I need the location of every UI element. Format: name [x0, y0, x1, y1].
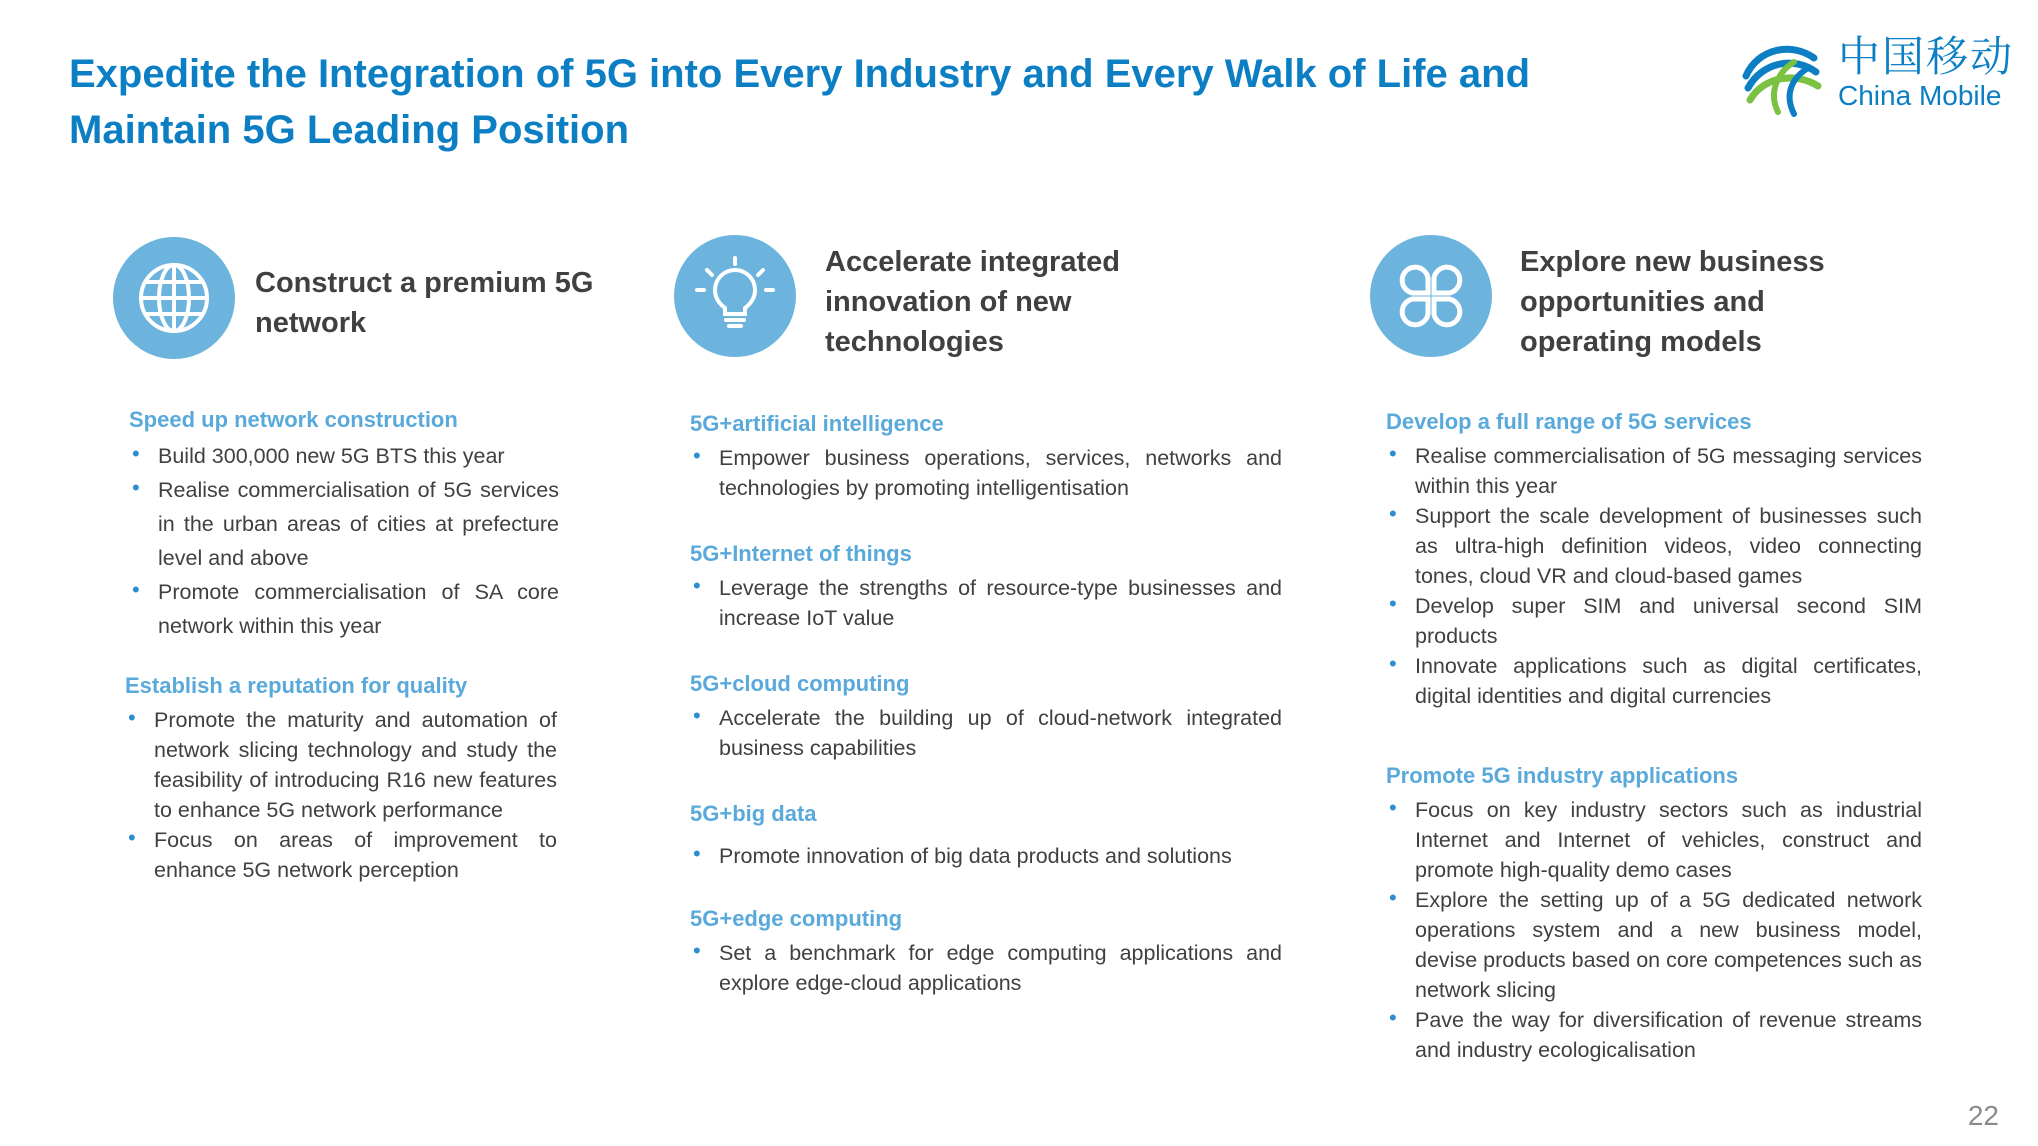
column-heading-technologies: Accelerate integrated innovation of new technologies	[825, 246, 1120, 358]
china-mobile-logo	[1738, 32, 2018, 122]
list-item: • Accelerate the building up of cloud-network integrated business capabilities	[690, 703, 1282, 763]
list-item: • Focus on areas of improvement to enhance 5G network perception	[125, 825, 557, 885]
list-item: • Empower business operations, services, networks and technologies by promoting intelligentisation	[690, 443, 1282, 503]
list-item: • Realise commercialisation of 5G services in the urban areas of cities at prefecture level and above	[129, 473, 559, 575]
section-title: Develop a full range of 5G services	[1386, 409, 1752, 434]
bullet-list	[125, 705, 557, 885]
logo-english-text: China Mobile	[1838, 80, 2002, 111]
list-item: • Promote innovation of big data products and solutions	[690, 841, 1282, 871]
section-5g-cloud	[690, 669, 1282, 763]
bullet-list	[690, 573, 1282, 633]
list-item: • Promote the maturity and automation of network slicing technology and study the feasibility of introducing R16 new features to enhance 5G network performance	[125, 705, 557, 825]
list-item: • Develop super SIM and universal second SIM products	[1386, 591, 1922, 651]
clover-icon-circle	[1370, 235, 1492, 357]
clover-icon	[1393, 258, 1469, 334]
section-5g-big-data	[690, 799, 1282, 871]
column-heading-network: Construct a premium 5G network	[255, 267, 594, 339]
list-item: • Explore the setting up of a 5G dedicated network operations system and a new business model, devise products based on core competences such as network slicing	[1386, 885, 1922, 1005]
section-5g-services	[1386, 407, 1922, 711]
section-title: 5G+Internet of things	[690, 541, 912, 566]
section-title: 5G+edge computing	[690, 906, 903, 931]
globe-icon	[136, 260, 212, 336]
list-item: • Focus on key industry sectors such as industrial Internet and Internet of vehicles, construct and promote high-quality demo cases	[1386, 795, 1922, 885]
page-title: Expedite the Integration of 5G into Every Industry and Every Walk of Life and Maintain 5G Leading Position	[69, 52, 1530, 152]
list-item: • Build 300,000 new 5G BTS this year	[129, 439, 559, 473]
list-item: • Promote commercialisation of SA core network within this year	[129, 575, 559, 643]
section-title: Speed up network construction	[129, 407, 458, 432]
section-title: 5G+cloud computing	[690, 671, 910, 696]
bullet-list	[1386, 795, 1922, 1065]
bullet-list	[129, 439, 559, 643]
list-item: • Innovate applications such as digital certificates, digital identities and digital currencies	[1386, 651, 1922, 711]
section-5g-iot	[690, 539, 1282, 633]
list-item: • Set a benchmark for edge computing applications and explore edge-cloud applications	[690, 938, 1282, 998]
bullet-list	[690, 938, 1282, 998]
section-5g-industry	[1386, 761, 1922, 1065]
logo-chinese-text: 中国移动	[1838, 32, 2015, 81]
lightbulb-icon	[695, 256, 775, 336]
page-number: 22	[1967, 1100, 1999, 1131]
list-item: • Support the scale development of businesses such as ultra-high definition videos, video connecting tones, cloud VR and cloud-based games	[1386, 501, 1922, 591]
list-item: • Leverage the strengths of resource-type businesses and increase IoT value	[690, 573, 1282, 633]
section-title: Establish a reputation for quality	[125, 673, 468, 698]
lightbulb-icon-circle	[674, 235, 796, 357]
section-speed-up-network	[129, 405, 559, 643]
section-5g-ai	[690, 409, 1282, 503]
section-title: 5G+artificial intelligence	[690, 411, 944, 436]
bullet-list	[690, 443, 1282, 503]
bullet-list	[1386, 441, 1922, 711]
list-item: • Realise commercialisation of 5G messaging services within this year	[1386, 441, 1922, 501]
bullet-list	[690, 703, 1282, 763]
section-reputation-quality	[125, 671, 557, 885]
china-mobile-logo-mark-icon	[1738, 32, 1824, 118]
bullet-list	[690, 841, 1282, 871]
globe-icon-circle	[113, 237, 235, 359]
section-title: 5G+big data	[690, 801, 817, 826]
section-title: Promote 5G industry applications	[1386, 763, 1739, 788]
list-item: • Pave the way for diversification of revenue streams and industry ecologicalisation	[1386, 1005, 1922, 1065]
section-5g-edge	[690, 904, 1282, 998]
column-heading-business: Explore new business opportunities and operating models	[1520, 246, 1825, 358]
